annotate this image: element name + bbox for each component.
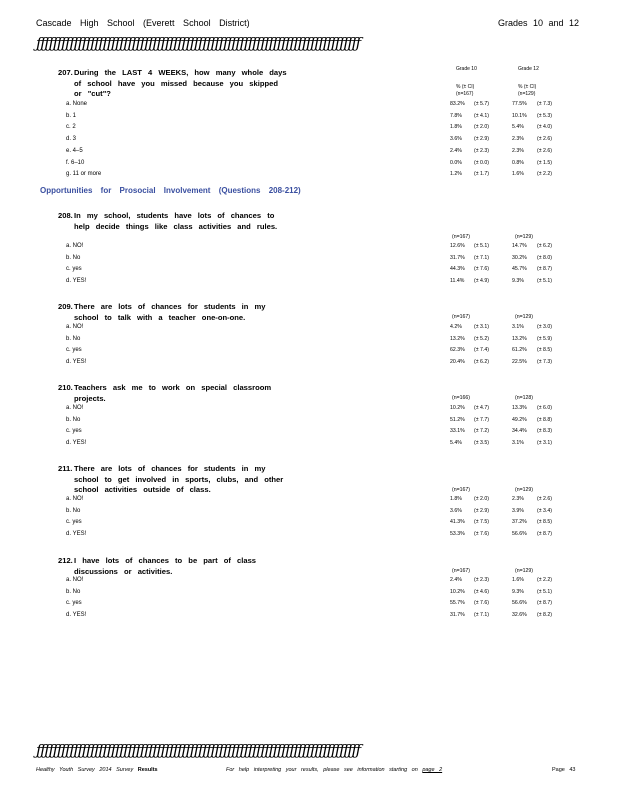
grade12-ci: (± 5.9) bbox=[537, 335, 552, 342]
grade10-percent: 5.4% bbox=[450, 440, 462, 447]
grade12-percent: 3.9% bbox=[512, 507, 524, 514]
grade10-ci: (± 5.7) bbox=[474, 101, 489, 107]
grade10-percent: 4.2% bbox=[450, 324, 462, 330]
grade10-percent: 53.3% bbox=[450, 531, 465, 538]
grade10-ci: (± 7.4) bbox=[474, 347, 489, 354]
response-option: b. No bbox=[66, 588, 81, 595]
response-option: c. yes bbox=[66, 347, 82, 354]
grade12-ci: (± 2.6) bbox=[537, 496, 552, 502]
q209-n12: (n=129) bbox=[515, 314, 534, 320]
response-option: a. NO! bbox=[66, 324, 84, 330]
grade10-ci: (± 0.0) bbox=[474, 159, 489, 166]
grade12-percent: 9.3% bbox=[512, 588, 524, 595]
grade12-percent: 2.3% bbox=[512, 496, 524, 502]
q211-n12: (n=129) bbox=[515, 487, 534, 493]
grade12-percent: 1.6% bbox=[512, 577, 524, 583]
question-text: During the LAST 4 WEEKS, how many whole days of school have you missed because you skipped or "cut"? bbox=[74, 68, 287, 98]
question-number: 209. bbox=[58, 302, 73, 311]
grade12-percent: 56.6% bbox=[512, 531, 527, 538]
grade12-ci: (± 8.3) bbox=[537, 428, 552, 435]
grade12-ci: (± 7.3) bbox=[537, 359, 552, 366]
question-number: 212. bbox=[58, 556, 73, 565]
question-text: Teachers ask me to work on special classroom projects. bbox=[74, 383, 272, 403]
grade12-percent: 32.6% bbox=[512, 612, 527, 619]
grade10-percent: 31.7% bbox=[450, 254, 465, 261]
grade10-percent: 13.2% bbox=[450, 335, 465, 342]
grade12-ci: (± 8.7) bbox=[537, 531, 552, 538]
grade12-percent: 2.3% bbox=[512, 147, 524, 154]
question-number: 210. bbox=[58, 383, 73, 392]
grade10-ci: (± 6.2) bbox=[474, 359, 489, 366]
q212-n10: (n=167) bbox=[452, 568, 471, 574]
response-option: c. yes bbox=[66, 428, 82, 435]
question-212 bbox=[58, 556, 288, 577]
footer-help bbox=[226, 767, 442, 773]
question-text: In my school, students have lots of chances to help decide things like class activities and rules. bbox=[74, 211, 278, 231]
grade12-ci: (± 8.7) bbox=[537, 266, 552, 273]
grade10-percent: 33.1% bbox=[450, 428, 465, 435]
grade12-ci: (± 5.1) bbox=[537, 588, 552, 595]
grade12-percent: 13.2% bbox=[512, 335, 527, 342]
grade12-percent: 1.6% bbox=[512, 171, 524, 178]
grade10-ci: (± 2.0) bbox=[474, 124, 489, 131]
col-grade10: Grade 10 bbox=[456, 66, 477, 72]
grade12-ci: (± 2.6) bbox=[537, 147, 552, 154]
response-option: e. 4–5 bbox=[66, 147, 83, 154]
grade12-ci: (± 8.2) bbox=[537, 612, 552, 619]
response-option: b. 1 bbox=[66, 112, 77, 119]
col-grade12: Grade 12 bbox=[518, 66, 539, 72]
grade10-percent: 44.3% bbox=[450, 266, 465, 273]
grade12-percent: 13.3% bbox=[512, 405, 527, 411]
question-208 bbox=[58, 211, 288, 232]
grade12-percent: 9.3% bbox=[512, 278, 524, 285]
question-number: 207. bbox=[58, 68, 73, 77]
grade12-percent: 61.2% bbox=[512, 347, 527, 354]
grade10-ci: (± 3.1) bbox=[474, 324, 489, 330]
header-rule: ƒƒƒƒƒƒƒƒƒƒƒƒƒƒƒƒƒƒƒƒƒƒƒƒƒƒƒƒƒƒƒƒƒƒƒƒƒƒƒƒƒƒƒƒƒƒƒƒƒƒƒƒƒƒƒƒƒƒƒƒƒƒƒƒƒƒƒƒƒƒƒƒƒƒƒƒƒƒ bbox=[36, 34, 360, 52]
grade10-ci: (± 2.3) bbox=[474, 147, 489, 154]
grade12-percent: 0.8% bbox=[512, 159, 524, 166]
grade10-ci: (± 7.2) bbox=[474, 428, 489, 435]
grade10-ci: (± 2.3) bbox=[474, 577, 489, 583]
grades-label: Grades 10 and 12 bbox=[498, 18, 580, 28]
grade10-ci: (± 7.6) bbox=[474, 266, 489, 273]
grade12-ci: (± 5.3) bbox=[537, 112, 552, 119]
grade12-ci: (± 3.0) bbox=[537, 324, 552, 330]
grade10-ci: (± 7.1) bbox=[474, 612, 489, 619]
section-heading: Opportunities for Prosocial Involvement (Questions 208-212) bbox=[40, 186, 301, 195]
grade10-ci: (± 5.2) bbox=[474, 335, 489, 342]
response-option: a. NO! bbox=[66, 496, 84, 502]
response-option: b. No bbox=[66, 416, 81, 423]
response-option: b. No bbox=[66, 335, 81, 342]
grade10-percent: 12.6% bbox=[450, 243, 465, 249]
grade10-ci: (± 5.1) bbox=[474, 243, 489, 249]
grade10-percent: 10.2% bbox=[450, 405, 465, 411]
col-n-10: (n=167) bbox=[456, 91, 474, 97]
grade12-percent: 45.7% bbox=[512, 266, 527, 273]
grade12-percent: 3.1% bbox=[512, 324, 524, 330]
response-option: d. YES! bbox=[66, 440, 87, 447]
grade10-ci: (± 2.9) bbox=[474, 136, 489, 143]
footer-survey: Healthy Youth Survey 2014 Survey bbox=[36, 767, 134, 773]
q210-n10: (n=166) bbox=[452, 395, 471, 401]
grade10-ci: (± 7.7) bbox=[474, 416, 489, 423]
grade10-percent: 2.4% bbox=[450, 577, 462, 583]
page-2-link[interactable]: page 2 bbox=[422, 767, 443, 773]
grade10-percent: 1.2% bbox=[450, 171, 462, 178]
question-211 bbox=[58, 464, 288, 496]
question-209 bbox=[58, 302, 288, 323]
grade12-percent: 49.2% bbox=[512, 416, 527, 423]
grade12-ci: (± 8.7) bbox=[537, 600, 552, 607]
footer-results: Results bbox=[137, 767, 158, 773]
response-option: d. YES! bbox=[66, 531, 87, 538]
grade10-percent: 83.2% bbox=[450, 101, 465, 107]
grade12-ci: (± 4.0) bbox=[537, 124, 552, 131]
grade12-ci: (± 7.3) bbox=[537, 101, 552, 107]
grade12-percent: 10.1% bbox=[512, 112, 527, 119]
grade10-percent: 31.7% bbox=[450, 612, 465, 619]
q212-n12: (n=129) bbox=[515, 568, 534, 574]
grade10-ci: (± 4.6) bbox=[474, 588, 489, 595]
grade10-ci: (± 4.1) bbox=[474, 112, 489, 119]
response-option: f. 6–10 bbox=[66, 159, 85, 166]
grade10-percent: 3.6% bbox=[450, 136, 462, 143]
grade10-ci: (± 4.9) bbox=[474, 278, 489, 285]
grade12-ci: (± 2.2) bbox=[537, 171, 552, 178]
grade12-percent: 37.2% bbox=[512, 519, 527, 526]
grade12-ci: (± 8.5) bbox=[537, 347, 552, 354]
grade12-percent: 14.7% bbox=[512, 243, 527, 249]
question-number: 208. bbox=[58, 211, 73, 220]
col-ci-12: % (± CI) bbox=[518, 84, 537, 90]
grade12-percent: 22.5% bbox=[512, 359, 527, 366]
grade12-ci: (± 8.5) bbox=[537, 519, 552, 526]
response-option: d. YES! bbox=[66, 612, 87, 619]
response-option: d. YES! bbox=[66, 359, 87, 366]
response-option: g. 11 or more bbox=[66, 171, 102, 178]
grade10-percent: 1.8% bbox=[450, 496, 462, 502]
col-n-12: (n=129) bbox=[518, 91, 536, 97]
grade12-ci: (± 8.8) bbox=[537, 416, 552, 423]
footer-left bbox=[36, 767, 158, 773]
grade12-percent: 77.5% bbox=[512, 101, 527, 107]
grade10-percent: 55.7% bbox=[450, 600, 465, 607]
grade10-ci: (± 7.1) bbox=[474, 254, 489, 261]
grade10-percent: 41.3% bbox=[450, 519, 465, 526]
grade10-ci: (± 7.6) bbox=[474, 600, 489, 607]
grade10-percent: 2.4% bbox=[450, 147, 462, 154]
response-option: b. No bbox=[66, 254, 81, 261]
response-option: c. yes bbox=[66, 519, 82, 526]
response-option: d. 3 bbox=[66, 136, 77, 143]
grade10-ci: (± 7.5) bbox=[474, 519, 489, 526]
response-option: b. No bbox=[66, 507, 81, 514]
grade10-ci: (± 1.7) bbox=[474, 171, 489, 178]
grade12-ci: (± 2.6) bbox=[537, 136, 552, 143]
q209-n10: (n=167) bbox=[452, 314, 471, 320]
grade10-percent: 7.8% bbox=[450, 112, 462, 119]
q208-n10: (n=167) bbox=[452, 234, 471, 240]
col-ci-10: % (± CI) bbox=[456, 84, 475, 90]
grade12-ci: (± 1.5) bbox=[537, 159, 552, 166]
grade12-ci: (± 5.1) bbox=[537, 278, 552, 285]
response-option: d. YES! bbox=[66, 278, 87, 285]
grade12-ci: (± 2.2) bbox=[537, 577, 552, 583]
grade10-ci: (± 4.7) bbox=[474, 405, 489, 411]
grade12-percent: 34.4% bbox=[512, 428, 527, 435]
grade12-ci: (± 6.2) bbox=[537, 243, 552, 249]
response-option: a. None bbox=[66, 101, 88, 107]
grade10-percent: 10.2% bbox=[450, 588, 465, 595]
question-number: 211. bbox=[58, 464, 73, 473]
grade12-percent: 30.2% bbox=[512, 254, 527, 261]
footer-help-text: For help interpreting your results, please see information starting on bbox=[226, 767, 418, 773]
question-text: I have lots of chances to be part of class discussions or activities. bbox=[74, 556, 257, 576]
grade10-percent: 11.4% bbox=[450, 278, 465, 285]
grade12-percent: 56.6% bbox=[512, 600, 527, 607]
q210-n12: (n=128) bbox=[515, 395, 534, 401]
grade10-ci: (± 7.6) bbox=[474, 531, 489, 538]
q208-n12: (n=129) bbox=[515, 234, 534, 240]
school-title: Cascade High School (Everett School District) bbox=[36, 18, 250, 28]
grade10-percent: 62.3% bbox=[450, 347, 465, 354]
grade12-ci: (± 8.0) bbox=[537, 254, 552, 261]
response-option: c. yes bbox=[66, 266, 82, 273]
grade10-ci: (± 2.9) bbox=[474, 507, 489, 514]
grade10-percent: 20.4% bbox=[450, 359, 465, 366]
grade12-percent: 5.4% bbox=[512, 124, 524, 131]
grade10-ci: (± 2.0) bbox=[474, 496, 489, 502]
response-option: c. 2 bbox=[66, 124, 76, 131]
footer-rule: ƒƒƒƒƒƒƒƒƒƒƒƒƒƒƒƒƒƒƒƒƒƒƒƒƒƒƒƒƒƒƒƒƒƒƒƒƒƒƒƒƒƒƒƒƒƒƒƒƒƒƒƒƒƒƒƒƒƒƒƒƒƒƒƒƒƒƒƒƒƒƒƒƒƒƒƒƒƒ bbox=[36, 741, 360, 759]
q211-n10: (n=167) bbox=[452, 487, 471, 493]
grade10-percent: 0.0% bbox=[450, 159, 462, 166]
question-text: There are lots of chances for students in my school to get involved in sports, clubs, and other school activities outside of class. bbox=[74, 464, 284, 494]
grade10-percent: 3.6% bbox=[450, 507, 462, 514]
grade12-percent: 3.1% bbox=[512, 440, 524, 447]
question-text: There are lots of chances for students in my school to talk with a teacher one-on-one. bbox=[74, 302, 266, 322]
question-210 bbox=[58, 383, 288, 404]
response-option: a. NO! bbox=[66, 577, 84, 583]
response-option: a. NO! bbox=[66, 405, 84, 411]
grade12-ci: (± 6.0) bbox=[537, 405, 552, 411]
page-number: Page 43 bbox=[552, 767, 576, 773]
grade12-ci: (± 3.1) bbox=[537, 440, 552, 447]
grade12-ci: (± 3.4) bbox=[537, 507, 552, 514]
question-207 bbox=[58, 68, 288, 100]
grade10-ci: (± 3.5) bbox=[474, 440, 489, 447]
grade10-percent: 1.8% bbox=[450, 124, 462, 131]
response-option: c. yes bbox=[66, 600, 82, 607]
grade10-percent: 51.2% bbox=[450, 416, 465, 423]
response-option: a. NO! bbox=[66, 243, 84, 249]
grade12-percent: 2.3% bbox=[512, 136, 524, 143]
